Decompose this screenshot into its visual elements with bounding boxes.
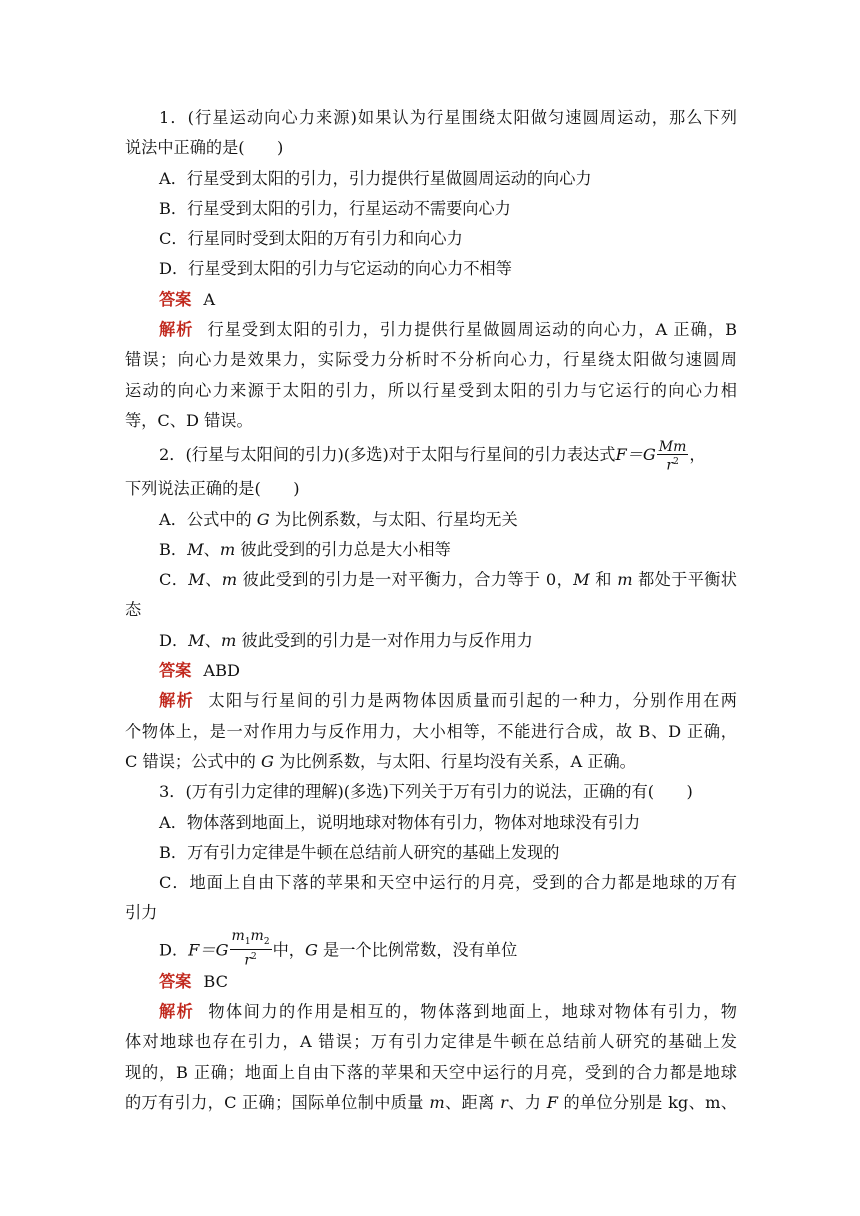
- analysis-text: 物体间力的作用是相互的，物体落到地面上，地球对物体有引力，物: [208, 1002, 737, 1022]
- num-var: m: [250, 928, 264, 944]
- opt-text: 彼此受到的引力总是大小相等: [235, 539, 451, 559]
- opt-var: m: [220, 630, 237, 650]
- den-exp: 2: [251, 951, 257, 962]
- opt-text: 是一个比例常数，没有单位: [317, 940, 518, 960]
- opt-text: 、: [204, 570, 222, 590]
- opt-var: G: [304, 940, 318, 960]
- q2-analysis-line-3: [125, 747, 737, 777]
- q3-answer: [125, 967, 737, 997]
- analysis-text: 为比例系数，与太阳、行星均没有关系，A 正确。: [273, 751, 636, 771]
- q1-answer: [125, 285, 737, 315]
- answer-value: BC: [203, 971, 228, 991]
- formula-numerator: [230, 929, 272, 950]
- analysis-text: 、距离: [444, 1092, 501, 1112]
- q3-option-c-line-2: 引力: [125, 903, 158, 923]
- q2-option-c-line-1: [125, 565, 737, 595]
- q3-analysis-line-1: [125, 997, 737, 1027]
- q1-analysis-line-3: 运动的向心力来源于太阳的引力，所以行星受到太阳的引力与它运行的向心力相: [125, 380, 737, 400]
- opt-var: m: [617, 570, 633, 590]
- analysis-text: 的万有引力，C 正确；国际单位制中质量: [125, 1092, 430, 1112]
- answer-value: A: [203, 289, 216, 309]
- q1-analysis-line-4: 等，C、D 错误。: [125, 410, 253, 430]
- q2-option-d: [125, 626, 737, 656]
- opt-var: M: [573, 570, 590, 590]
- opt-var: M: [187, 539, 204, 559]
- q3-analysis-line-3: 现的，B 正确；地面上自由下落的苹果和天空中运行的月亮，受到的合力都是地球: [125, 1062, 737, 1082]
- q1-option-a: A．行星受到太阳的引力，引力提供行星做圆周运动的向心力: [159, 168, 592, 188]
- q2-stem-line-1: [125, 436, 737, 474]
- q1-stem-line-2: 说法中正确的是( ): [125, 138, 284, 158]
- formula-denominator: [230, 950, 272, 967]
- analysis-var: m: [429, 1092, 445, 1112]
- den-var: r: [244, 952, 252, 967]
- analysis-text: 太阳与行星间的引力是两物体因质量而引起的一种力，分别作用在两: [208, 691, 737, 711]
- answer-label: 答案: [159, 971, 192, 991]
- num-sub: 1: [244, 936, 251, 947]
- q2-option-b: [125, 535, 737, 565]
- q3-option-d: [125, 929, 737, 967]
- opt-text: C．: [159, 570, 189, 590]
- q2-stem-text: 2．(行星与太阳间的引力)(多选)对于太阳与行星间的引力表达式: [159, 445, 616, 465]
- formula-lhs: F＝G: [615, 445, 656, 465]
- q2-option-a: [125, 505, 737, 535]
- opt-var: M: [188, 570, 205, 590]
- formula-numerator: Mm: [658, 438, 687, 455]
- q2-option-c-line-2: 态: [125, 600, 142, 620]
- q3-analysis-line-2: 体对地球也存在引力，A 错误；万有引力定律是牛顿在总结前人研究的基础上发: [125, 1032, 737, 1052]
- q3-option-a: A．物体落到地面上，说明地球对物体有引力，物体对地球没有引力: [159, 812, 641, 832]
- q2-stem-line-2: 下列说法正确的是( ): [125, 479, 300, 499]
- analysis-label: 解析: [159, 691, 195, 711]
- q1-analysis-line-1: [125, 315, 737, 345]
- opt-var: G: [256, 509, 270, 529]
- analysis-text: C 错误；公式中的: [125, 751, 261, 771]
- analysis-var: F: [546, 1092, 558, 1112]
- q1-analysis-line-2: 错误；向心力是效果力，实际受力分析时不分析向心力，行星绕太阳做匀速圆周: [125, 350, 737, 370]
- analysis-text: 行星受到太阳的引力，引力提供行星做圆周运动的向心力，A 正确，B: [207, 320, 737, 340]
- analysis-label: 解析: [159, 320, 194, 340]
- answer-value: ABD: [203, 661, 240, 681]
- q1-stem-line-1: 1．(行星运动向心力来源)如果认为行星围绕太阳做匀速圆周运动，那么下列: [159, 108, 737, 127]
- formula-den-var: r: [666, 457, 674, 474]
- opt-text: D．: [159, 630, 189, 650]
- opt-var: M: [188, 630, 205, 650]
- analysis-text: 的单位分别是 kg、m、: [557, 1092, 737, 1112]
- q1-option-c: C．行星同时受到太阳的万有引力和向心力: [159, 229, 463, 249]
- opt-text: 、: [204, 630, 221, 650]
- q3-stem: 3．(万有引力定律的理解)(多选)下列关于万有引力的说法，正确的有( ): [159, 782, 693, 802]
- answer-label: 答案: [159, 661, 192, 681]
- question-content: [125, 103, 737, 1118]
- opt-text: A．公式中的: [159, 509, 257, 529]
- analysis-var: G: [261, 751, 274, 771]
- formula-fraction: [230, 929, 272, 967]
- opt-text: 彼此受到的引力是一对平衡力，合力等于 0，: [237, 570, 574, 590]
- formula-denominator: [657, 455, 689, 473]
- opt-var: m: [221, 570, 238, 590]
- opt-text: 彼此受到的引力是一对作用力与反作用力: [236, 630, 533, 650]
- q2-analysis-line-2: 个物体上，是一对作用力与反作用力，大小相等，不能进行合成，故 B、D 正确，: [125, 721, 737, 741]
- num-var: m: [231, 928, 245, 944]
- q3-option-c-line-1: C．地面上自由下落的苹果和天空中运行的月亮，受到的合力都是地球的万有: [159, 873, 737, 893]
- opt-text: 都处于平衡状: [632, 570, 737, 590]
- answer-label: 答案: [159, 289, 192, 309]
- formula-den-exp: 2: [673, 456, 679, 467]
- q3-analysis-line-4: [125, 1088, 737, 1118]
- opt-text: 为比例系数，与太阳、行星均无关: [269, 509, 518, 529]
- formula-lhs: F＝G: [188, 940, 229, 960]
- q1-option-d: D．行星受到太阳的引力与它运动的向心力不相等: [159, 259, 512, 279]
- opt-text: 、: [203, 539, 220, 559]
- analysis-text: 、力: [507, 1092, 547, 1112]
- q3-option-b: B．万有引力定律是牛顿在总结前人研究的基础上发现的: [159, 842, 560, 862]
- opt-var: m: [219, 539, 236, 559]
- analysis-label: 解析: [159, 1002, 195, 1022]
- num-sub: 2: [263, 936, 270, 947]
- q1-option-b: B．行星受到太阳的引力，行星运动不需要向心力: [159, 198, 511, 218]
- opt-text: B．: [159, 539, 188, 559]
- opt-text: 和: [589, 570, 618, 590]
- opt-text: D．: [159, 940, 189, 960]
- q2-stem-comma: ，: [689, 445, 706, 465]
- formula-fraction: [657, 440, 689, 473]
- opt-text: 中，: [272, 940, 305, 960]
- q2-analysis-line-1: [125, 686, 737, 716]
- analysis-var: r: [500, 1092, 508, 1112]
- q2-answer: [125, 656, 737, 686]
